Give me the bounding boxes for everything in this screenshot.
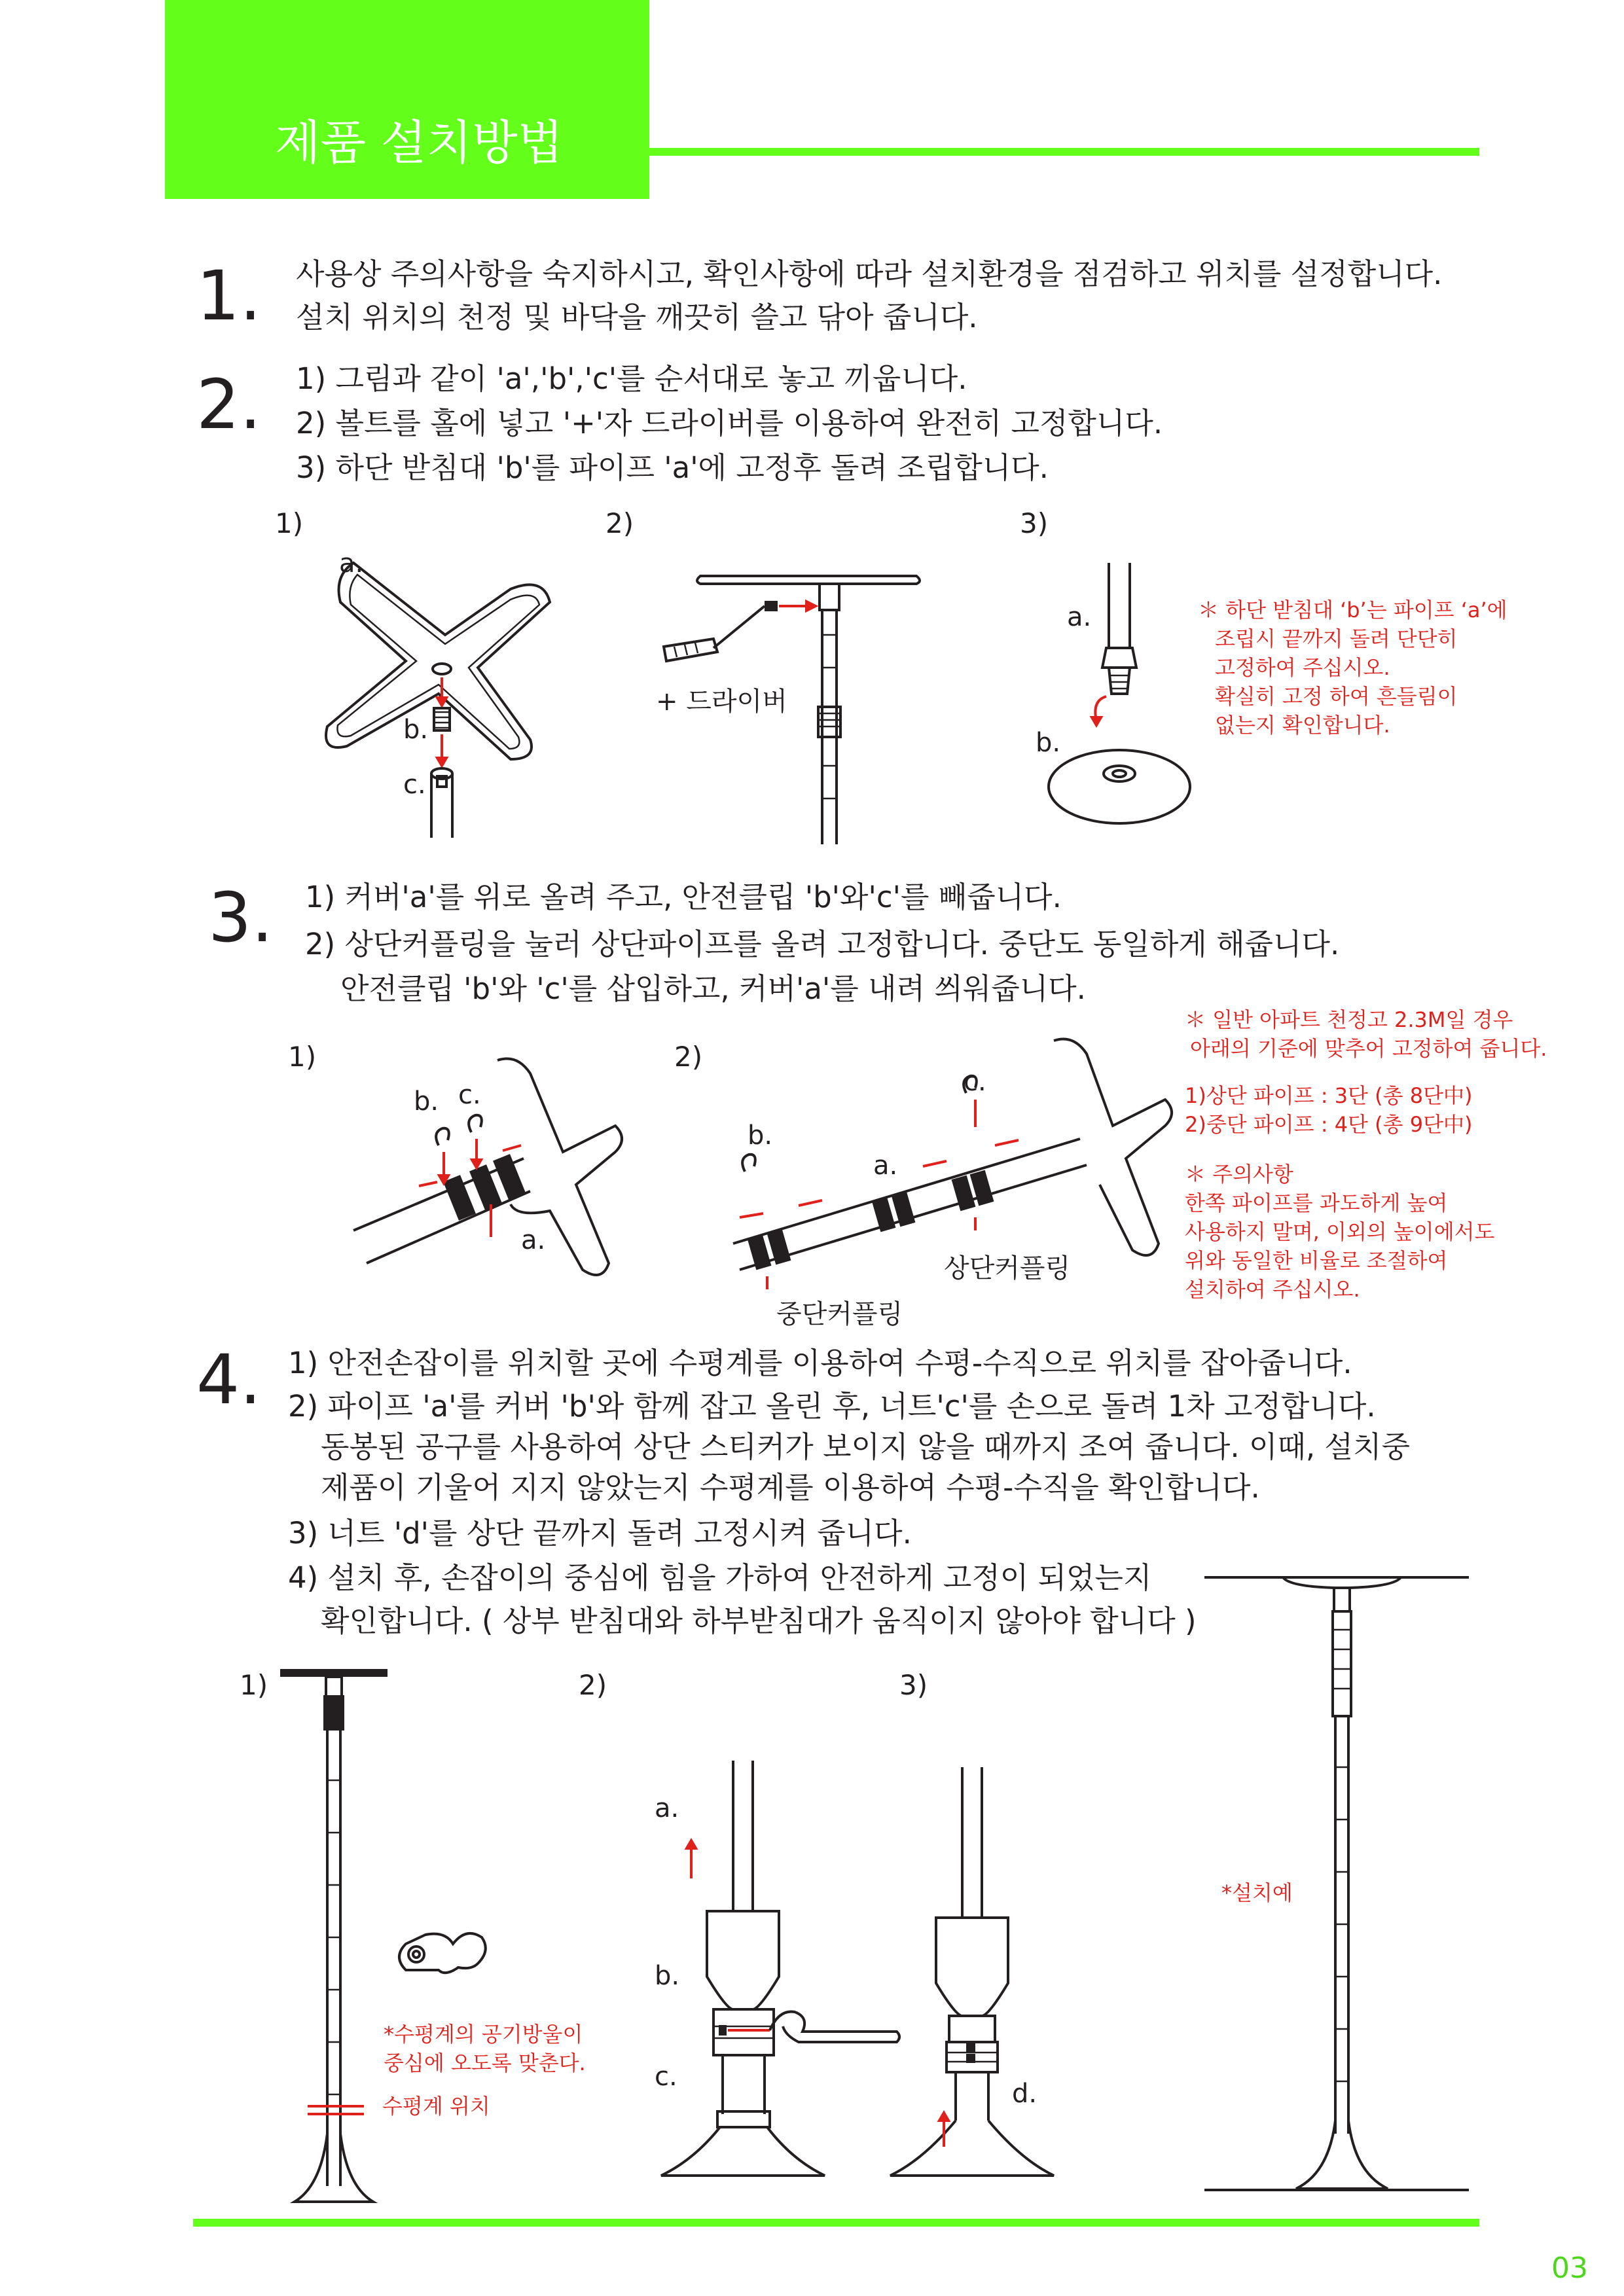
- middle-coupling-label: 중단커플링: [776, 1299, 903, 1329]
- fig3-label-a: a.: [521, 1225, 546, 1255]
- step-2-line-1: 1) 그림과 같이 'a','b','c'를 순서대로 놓고 끼웁니다.: [296, 361, 967, 396]
- fig4-sub-1: 1): [240, 1669, 268, 1701]
- fig3-note1-line-2: 아래의 기준에 맞추어 고정하여 줍니다.: [1190, 1036, 1547, 1061]
- fig4-sub-2: 2): [579, 1669, 607, 1701]
- fig2-3-label-b: b.: [1036, 728, 1061, 758]
- fig2-3-label-a: a.: [1067, 602, 1092, 632]
- fig2-note-4: 확실히 고정 하여 흔들림이: [1215, 684, 1458, 709]
- fig3-note3-line-3: 사용하지 말며, 이외의 높이에서도: [1185, 1219, 1495, 1244]
- fig2-sub-1: 1): [275, 507, 304, 539]
- fig3-note3-line-4: 위와 동일한 비율로 조절하여: [1185, 1248, 1448, 1273]
- fig3-sub-2: 2): [674, 1041, 703, 1073]
- base-cross-illustration: [314, 563, 589, 838]
- page-number: 03: [1551, 2251, 1588, 2285]
- step-3-line-1: 1) 커버'a'를 위로 올려 주고, 안전클립 'b'와'c'를 빼줍니다.: [305, 880, 1062, 914]
- nut-fastening-illustration: [655, 1761, 916, 2206]
- fig2-driver-label: + 드라이버: [656, 687, 787, 717]
- fig4-sub-3: 3): [899, 1669, 928, 1701]
- level-note-line-1: *수평계의 공기방울이: [384, 2022, 583, 2047]
- level-note-line-2: 중심에 오도록 맞춘다.: [384, 2051, 586, 2075]
- fig3-note2-line-1: 1)상단 파이프 : 3단 (총 8단中): [1185, 1083, 1473, 1108]
- nut-d-illustration: [884, 1767, 1106, 2212]
- step-2-number: 2.: [196, 365, 262, 444]
- fig3-sub-1: 1): [288, 1041, 317, 1073]
- step-4-line-6: 4) 설치 후, 손잡이의 중심에 힘을 가하여 안전하게 고정이 되었는지: [288, 1560, 1152, 1595]
- bottom-base-illustration: [1041, 563, 1198, 838]
- step-3-number: 3.: [208, 878, 274, 958]
- fig2-note-2: 조립시 끝까지 돌려 단단히: [1215, 626, 1458, 651]
- fig3-2-label-a: a.: [873, 1151, 898, 1181]
- fig3-note2-line-2: 2)중단 파이프 : 4단 (총 9단中): [1185, 1112, 1473, 1137]
- fig3-label-c: c.: [458, 1080, 481, 1110]
- fig4-label-b: b.: [655, 1961, 680, 1991]
- step-4-line-2: 2) 파이프 'a'를 커버 'b'와 함께 잡고 올린 후, 너트'c'를 손으로 돌려 1차 고정합니다.: [288, 1389, 1376, 1424]
- upper-coupling-label: 상단커플링: [944, 1253, 1071, 1283]
- coupling-detail-1-illustration: [353, 1047, 628, 1296]
- pole-with-level-illustration: [281, 1662, 530, 2219]
- fig3-note3-line-2: 한쪽 파이프를 과도하게 높여: [1185, 1191, 1448, 1215]
- step-1-line-2: 설치 위치의 천정 및 바닥을 깨끗히 쓸고 닦아 줍니다.: [296, 300, 978, 334]
- step-1-number: 1.: [196, 256, 262, 336]
- fig2-note-5: 없는지 확인합니다.: [1215, 713, 1390, 738]
- footer-divider: [193, 2219, 1479, 2227]
- fig2-note-3: 고정하여 주십시오.: [1215, 655, 1390, 680]
- step-4-number: 4.: [196, 1340, 262, 1420]
- step-3-line-3: 안전클립 'b'와 'c'를 삽입하고, 커버'a'를 내려 씌워줍니다.: [340, 971, 1086, 1006]
- step-2-line-2: 2) 볼트를 홀에 넣고 '+'자 드라이버를 이용하여 완전히 고정합니다.: [296, 406, 1163, 440]
- coupling-detail-2-illustration: [713, 1028, 1172, 1302]
- step-4-line-7: 확인합니다. ( 상부 받침대와 하부받침대가 움직이지 않아야 합니다 ): [321, 1604, 1197, 1638]
- title-divider: [649, 148, 1479, 156]
- level-position-label: 수평계 위치: [382, 2094, 490, 2119]
- step-3-line-2: 2) 상단커플링을 눌러 상단파이프를 올려 고정합니다. 중단도 동일하게 해줍니다.: [305, 927, 1340, 961]
- step-4-line-3: 동봉된 공구를 사용하여 상단 스티커가 보이지 않을 때까지 조여 줍니다. 이때, 설치중: [321, 1429, 1410, 1464]
- fig3-2-label-b: b.: [748, 1121, 773, 1151]
- step-4-line-5: 3) 너트 'd'를 상단 끝까지 돌려 고정시켜 줍니다.: [288, 1516, 912, 1551]
- fig3-note1-line-1: ＊ 일반 아파트 천정고 2.3M일 경우: [1185, 1007, 1513, 1032]
- fig2-note-1: ＊ 하단 받침대 ‘b’는 파이프 ‘a’에: [1198, 598, 1507, 622]
- fig2-sub-2: 2): [605, 507, 634, 539]
- step-4-line-4: 제품이 기울어 지지 않았는지 수평계를 이용하여 수평-수직을 확인합니다.: [321, 1470, 1260, 1505]
- fig3-note3-line-1: ＊ 주의사항: [1185, 1162, 1293, 1187]
- fig3-2-label-c: c.: [964, 1067, 986, 1097]
- step-2-line-3: 3) 하단 받침대 'b'를 파이프 'a'에 고정후 돌려 조립합니다.: [296, 450, 1049, 485]
- page-title: 제품 설치방법: [275, 115, 564, 170]
- fig3-note3-line-5: 설치하여 주십시오.: [1185, 1277, 1360, 1302]
- fig3-label-b: b.: [414, 1086, 439, 1117]
- fig4-label-c: c.: [655, 2062, 677, 2092]
- step-4-line-1: 1) 안전손잡이를 위치할 곳에 수평계를 이용하여 수평-수직으로 위치를 잡아줍니다.: [288, 1346, 1352, 1380]
- install-example-label: *설치예: [1221, 1880, 1293, 1905]
- fig2-label-a: a.: [339, 548, 364, 579]
- step-1-line-1: 사용상 주의사항을 숙지하시고, 확인사항에 따라 설치환경을 점검하고 위치를 설정합니다.: [296, 257, 1443, 291]
- fig2-label-b: b.: [403, 715, 429, 745]
- fig4-label-a: a.: [655, 1793, 679, 1823]
- fig2-sub-3: 3): [1020, 507, 1049, 539]
- fig4-label-d: d.: [1012, 2079, 1038, 2109]
- fig2-label-c: c.: [403, 770, 426, 800]
